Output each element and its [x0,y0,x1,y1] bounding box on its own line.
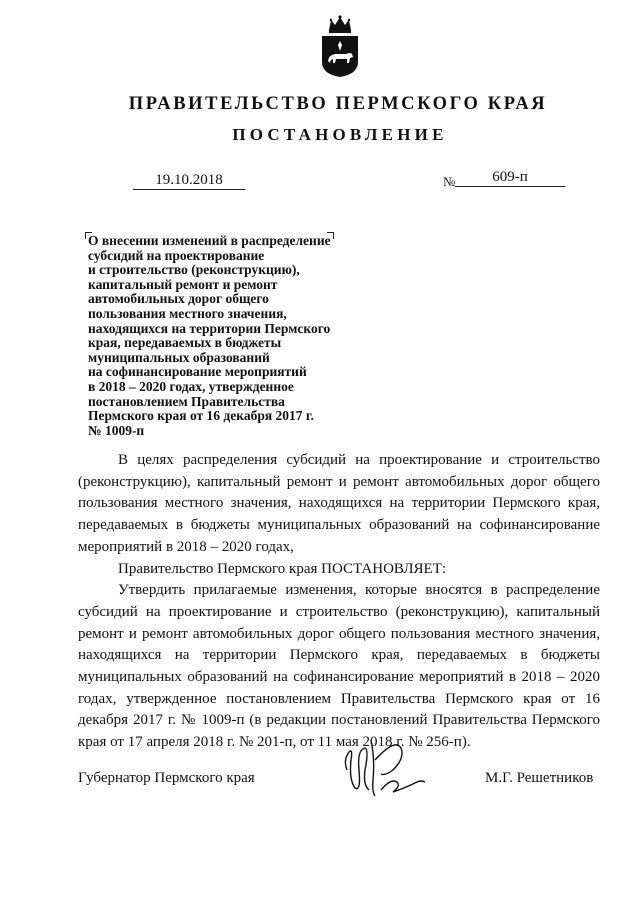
document-date: 19.10.2018 [133,172,245,190]
handwritten-signature-icon [335,730,430,805]
subject-line: Пермского края от 16 декабря 2017 г. [88,408,314,424]
number-sign: № [443,174,456,189]
signatory-position: Губернатор Пермского края [78,770,255,786]
subject-line: и строительство (реконструкцию), [88,262,300,278]
document-number: 609-п [455,169,565,187]
subject-line: постановлением Правительства [88,393,285,409]
subject-line: муниципальных образований [88,349,270,365]
subject-line: края, передаваемых в бюджеты [88,335,282,351]
subject-line: № 1009-п [88,422,145,438]
coat-of-arms-icon [319,14,361,78]
body-paragraph-preamble: В целях распределения субсидий на проектирование и строительство (реконструкцию), капитальный ремонт и ремонт автомобильных дорог общего пользования местного значения, находящихся на территории Пермского края, передаваемых в бюджеты муниципальных образований на софинансирование мероприятий в 2018 – 2020 годах, [78,452,600,555]
subject-line: на софинансирование мероприятий [88,364,307,380]
document-subject [88,234,378,438]
government-title: ПРАВИТЕЛЬСТВО ПЕРМСКОГО КРАЯ [128,94,548,114]
signatory-name: М.Г. Решетников [485,770,594,786]
body-paragraph-resolves: Правительство Пермского края ПОСТАНОВЛЯЕТ: [118,560,447,577]
subject-line: в 2018 – 2020 годах, утвержденное [88,378,294,394]
subject-line: находящихся на территории Пермского [88,320,331,336]
subject-line: капитальный ремонт и ремонт [88,276,278,292]
subject-line: О внесении изменений в распределение [88,233,331,248]
subject-line: автомобильных дорог общего [88,291,269,307]
document-body [78,450,600,754]
document-type-title: ПОСТАНОВЛЕНИЕ [232,125,448,144]
body-paragraph-resolution: Утвердить прилагаемые изменения, которые вносятся в распределение субсидий на проектирование и строительство (реконструкцию), капитальный ремонт и ремонт автомобильных дорог общего пользования местного значения, находящихся на территории Пермского края, передаваемых в бюджеты муниципальных образований на софинансирование мероприятий в 2018 – 2020 годах, утвержденное постановлением Правительства Пермского края от 16 декабря 2017 г. № 1009-п (в редакции постановлений Правительства Пермского края от 17 апреля 2018 г. № 201-п, от 11 мая 2018 г. № 256-п). [78,582,600,751]
subject-line: пользования местного значения, [88,305,287,321]
subject-line: субсидий на проектирование [88,247,265,263]
